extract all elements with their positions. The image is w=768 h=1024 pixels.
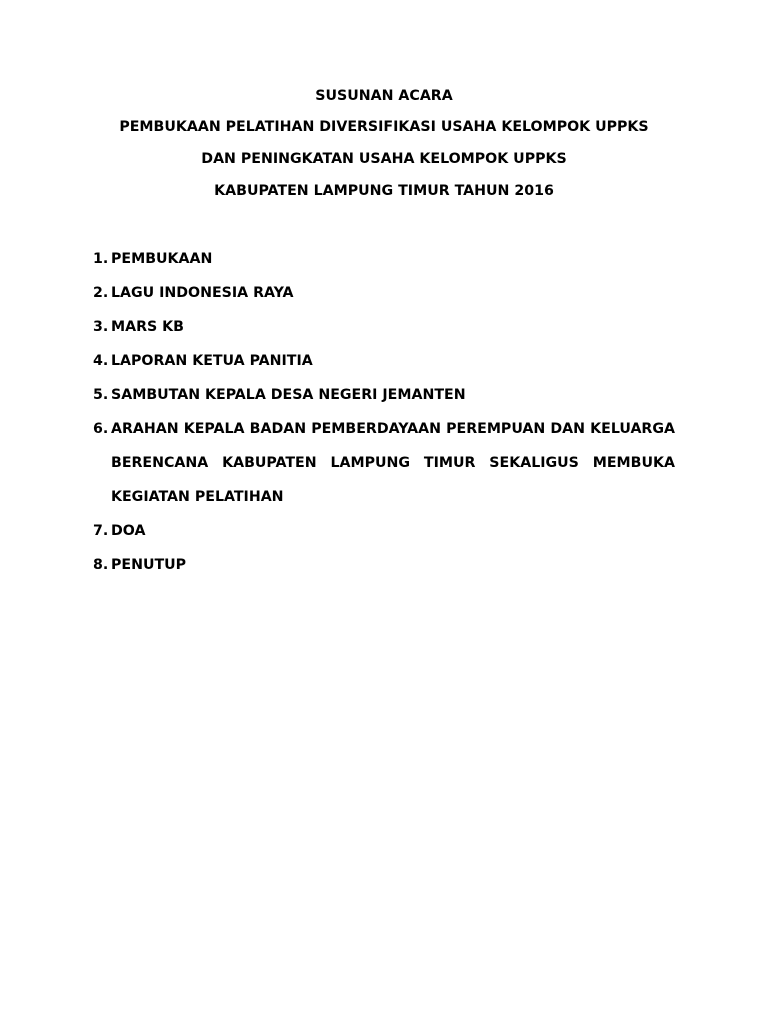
agenda-item [93,548,675,582]
agenda-item-number: 8. [93,557,109,573]
agenda-item-number: 1. [93,251,109,267]
agenda-item [93,242,675,276]
document-subtitle-line-2: DAN PENINGKATAN USAHA KELOMPOK UPPKS [201,151,567,167]
agenda-item-number: 2. [93,285,109,301]
agenda-item-text: LAGU INDONESIA RAYA [111,285,294,301]
document-subtitle-line-3: KABUPATEN LAMPUNG TIMUR TAHUN 2016 [214,183,554,199]
agenda-item [93,514,675,548]
document-subtitle-line-1: PEMBUKAAN PELATIHAN DIVERSIFIKASI USAHA KELOMPOK UPPKS [119,119,649,135]
agenda-item [93,344,675,378]
agenda-item-number: 6. [93,421,109,437]
document-title: SUSUNAN ACARA [315,88,453,104]
agenda-item-text: PENUTUP [111,557,187,573]
agenda-list [93,242,675,582]
agenda-item-text: PEMBUKAAN [111,251,213,267]
agenda-item [93,412,675,514]
agenda-item-text: LAPORAN KETUA PANITIA [111,353,313,369]
agenda-item-number: 4. [93,353,109,369]
agenda-item-text: SAMBUTAN KEPALA DESA NEGERI JEMANTEN [111,387,466,403]
agenda-item-number: 7. [93,523,109,539]
agenda-item-text: DOA [111,523,146,539]
agenda-item-text: ARAHAN KEPALA BADAN PEMBERDAYAAN PEREMPUAN DAN KELUARGA BERENCANA KABUPATEN LAMPUNG TIMUR SEKALIGUS MEMBUKA KEGIATAN PELATIHAN [111,421,675,505]
agenda-item-number: 5. [93,387,109,403]
agenda-item-number: 3. [93,319,109,335]
agenda-item [93,310,675,344]
agenda-item [93,276,675,310]
agenda-item [93,378,675,412]
agenda-item-text: MARS KB [111,319,184,335]
